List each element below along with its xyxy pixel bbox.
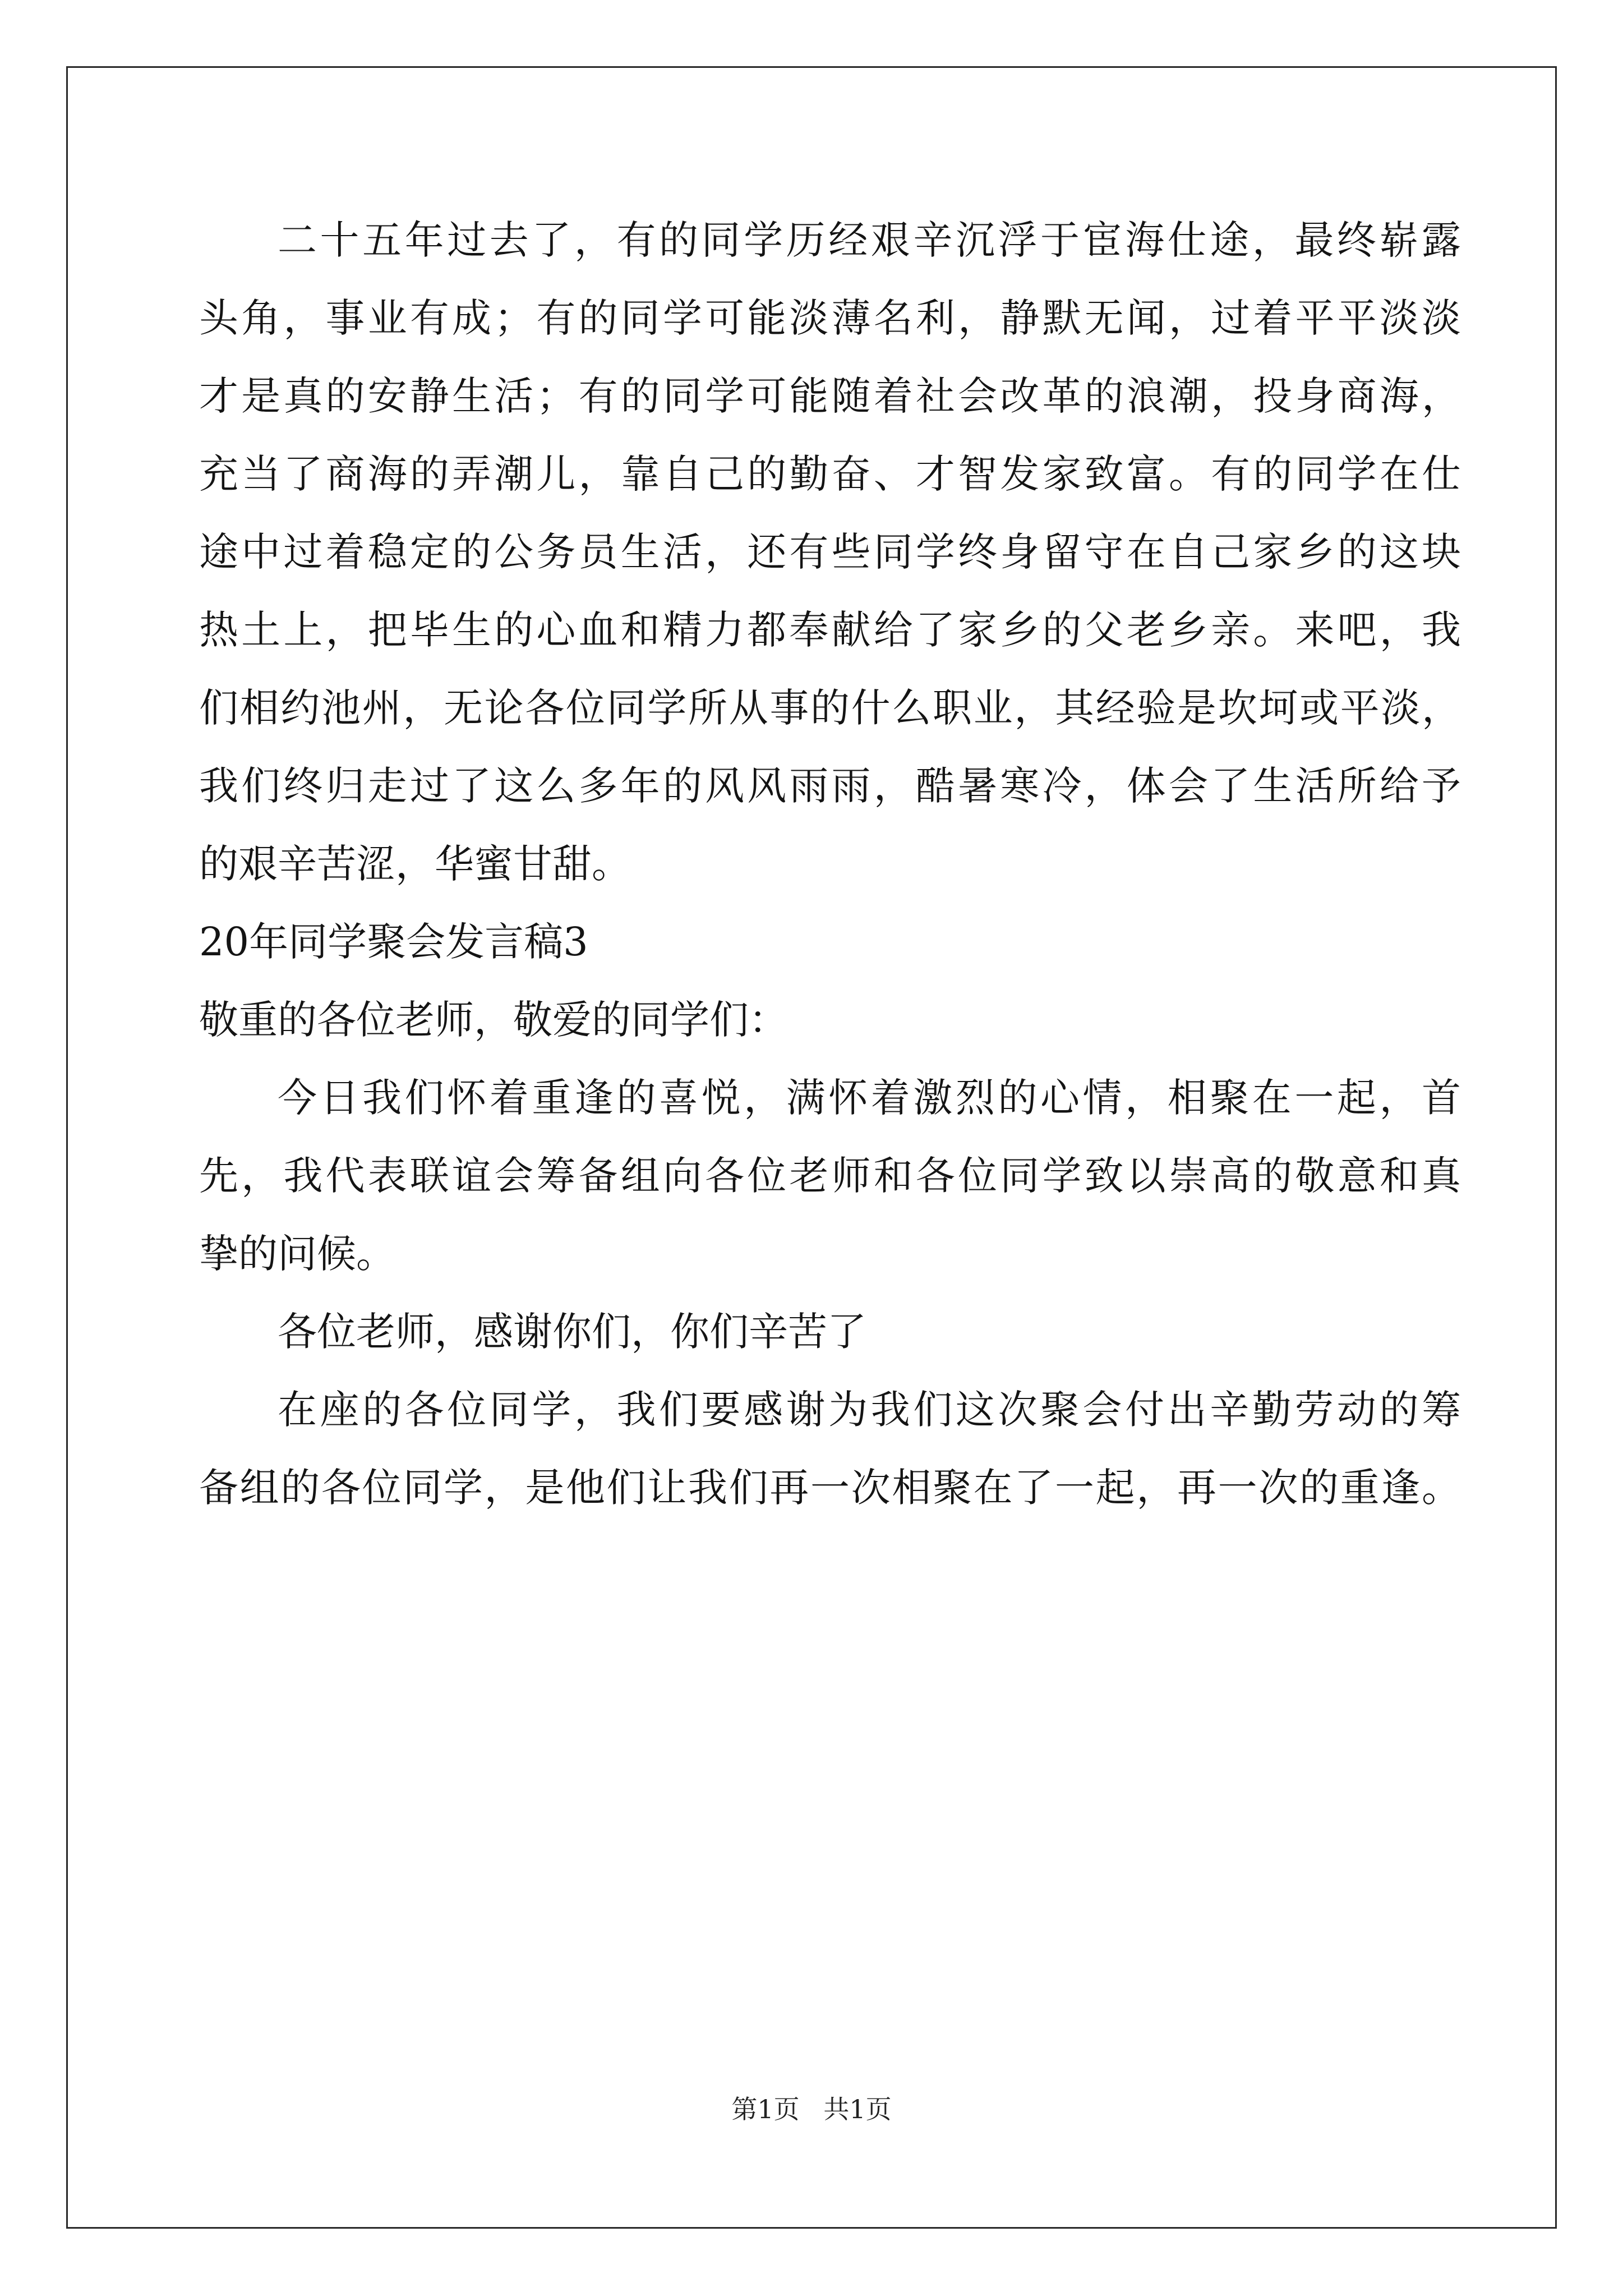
paragraph-line: 的艰辛苦涩，华蜜甘甜。: [199, 841, 631, 887]
page-number-total: 共1页: [823, 2094, 892, 2124]
paragraph-line: 我们终归走过了这么多年的风风雨雨，酷暑寒冷，体会了生活所给予: [199, 763, 1461, 809]
paragraph-line: 在座的各位同学，我们要感谢为我们这次聚会付出辛勤劳动的筹: [278, 1387, 1461, 1433]
paragraph-line: 备组的各位同学，是他们让我们再一次相聚在了一起，再一次的重逢。: [199, 1465, 1461, 1511]
paragraph-line: 各位老师，感谢你们，你们辛苦了: [278, 1309, 866, 1355]
section-heading: 20年同学聚会发言稿3: [199, 919, 588, 965]
paragraph-line: 挚的问候。: [199, 1231, 395, 1277]
salutation: 敬重的各位老师，敬爱的同学们：: [199, 997, 788, 1043]
paragraph-line: 才是真的安静生活；有的同学可能随着社会改革的浪潮，投身商海，: [199, 373, 1461, 419]
paragraph-line: 充当了商海的弄潮儿，靠自己的勤奋、才智发家致富。有的同学在仕: [199, 451, 1461, 497]
paragraph-line: 今日我们怀着重逢的喜悦，满怀着激烈的心情，相聚在一起，首: [278, 1075, 1461, 1121]
paragraph-line: 途中过着稳定的公务员生活，还有些同学终身留守在自己家乡的这块: [199, 529, 1461, 575]
paragraph-line: 先，我代表联谊会筹备组向各位老师和各位同学致以崇高的敬意和真: [199, 1153, 1461, 1199]
paragraph-line: 头角，事业有成；有的同学可能淡薄名利，静默无闻，过着平平淡淡: [199, 295, 1461, 341]
page-footer: [0, 2092, 1623, 2126]
paragraph-line: 二十五年过去了，有的同学历经艰辛沉浮于宦海仕途，最终崭露: [278, 217, 1461, 263]
paragraph-line: 们相约池州，无论各位同学所从事的什么职业，其经验是坎坷或平淡，: [199, 685, 1461, 731]
page-number-current: 第1页: [731, 2094, 800, 2124]
paragraph-line: 热土上，把毕生的心血和精力都奉献给了家乡的父老乡亲。来吧，我: [199, 607, 1461, 653]
